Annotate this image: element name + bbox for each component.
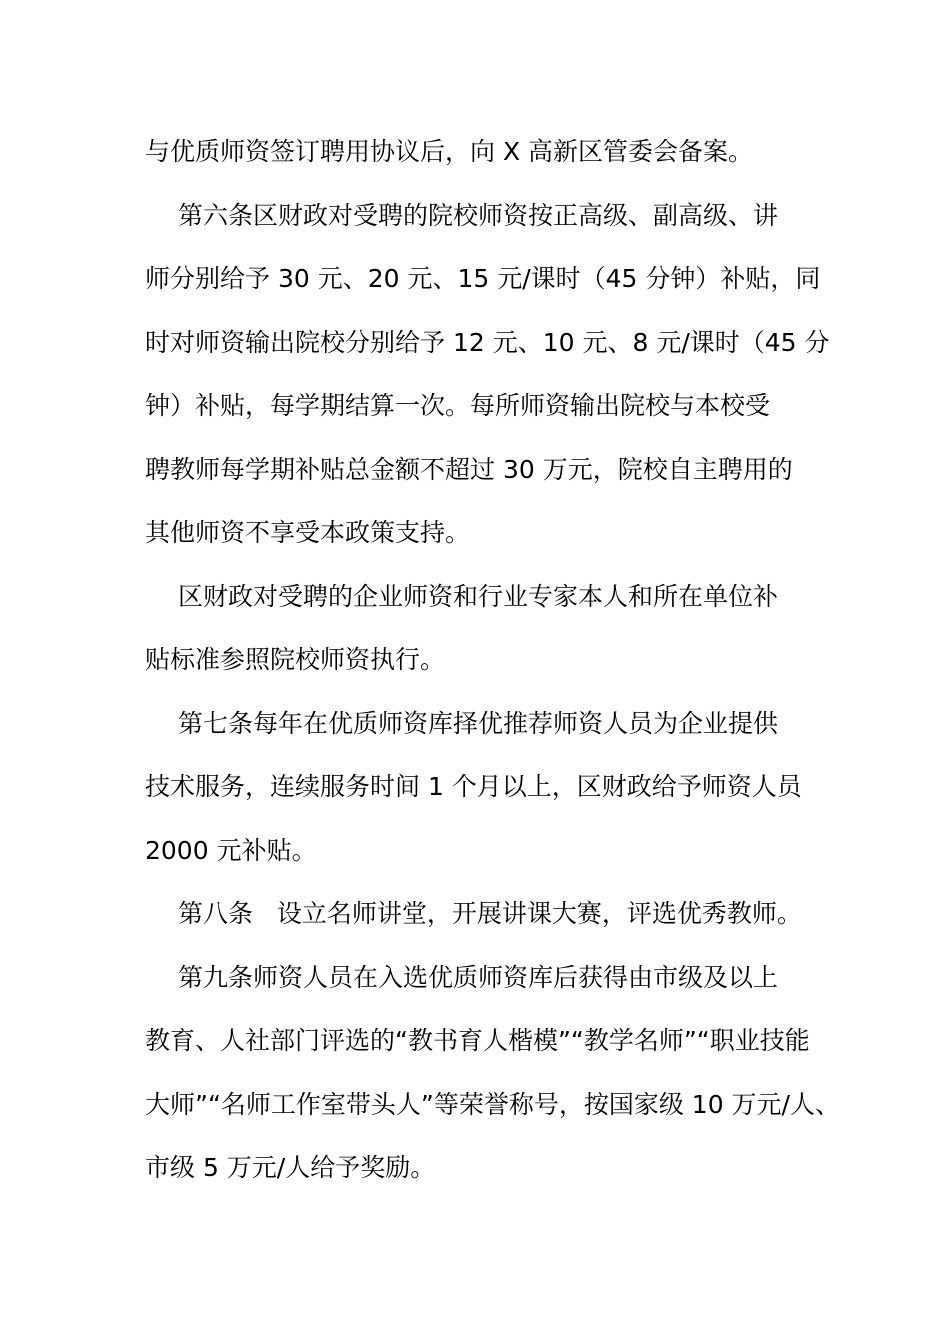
paragraph-start-line: 区财政对受聘的企业师资和行业专家本人和所在单位补 [178, 581, 779, 611]
article-9-line: 第九条师资人员在入选优质师资库后获得由市级及以上 [178, 962, 779, 992]
text-line: 师分别给予 30 元、20 元、15 元/课时（45 分钟）补贴，同 [145, 264, 821, 293]
text-line: 贴标准参照院校师资执行。 [145, 645, 446, 674]
text-line: 2000 元补贴。 [145, 835, 317, 865]
text-line: 市级 5 万元/人给予奖励。 [145, 1153, 436, 1182]
article-6-line: 第六条区财政对受聘的院校师资按正高级、副高级、讲 [178, 200, 779, 230]
text-line: 教育、人社部门评选的“教书育人楷模”“教学名师”“职业技能 [145, 1026, 810, 1055]
text-line: 大师”“名师工作室带头人”等荣誉称号，按国家级 10 万元/人、 [145, 1089, 840, 1119]
text-line: 其他师资不享受本政策支持。 [145, 518, 471, 547]
text-line: 技术服务，连续服务时间 1 个月以上，区财政给予师资人员 [145, 772, 802, 801]
article-8-line: 第八条 设立名师讲堂，开展讲课大赛，评选优秀教师。 [178, 899, 802, 928]
text-line: 钟）补贴，每学期结算一次。每所师资输出院校与本校受 [145, 391, 771, 420]
article-7-line: 第七条每年在优质师资库择优推荐师资人员为企业提供 [178, 708, 779, 738]
document-body [145, 126, 840, 1206]
text-line: 与优质师资签订聘用协议后，向 X 高新区管委会备案。 [145, 137, 754, 166]
text-line: 聘教师每学期补贴总金额不超过 30 万元，院校自主聘用的 [145, 454, 793, 484]
text-line: 时对师资输出院校分别给予 12 元、10 元、8 元/课时（45 分 [145, 327, 830, 357]
